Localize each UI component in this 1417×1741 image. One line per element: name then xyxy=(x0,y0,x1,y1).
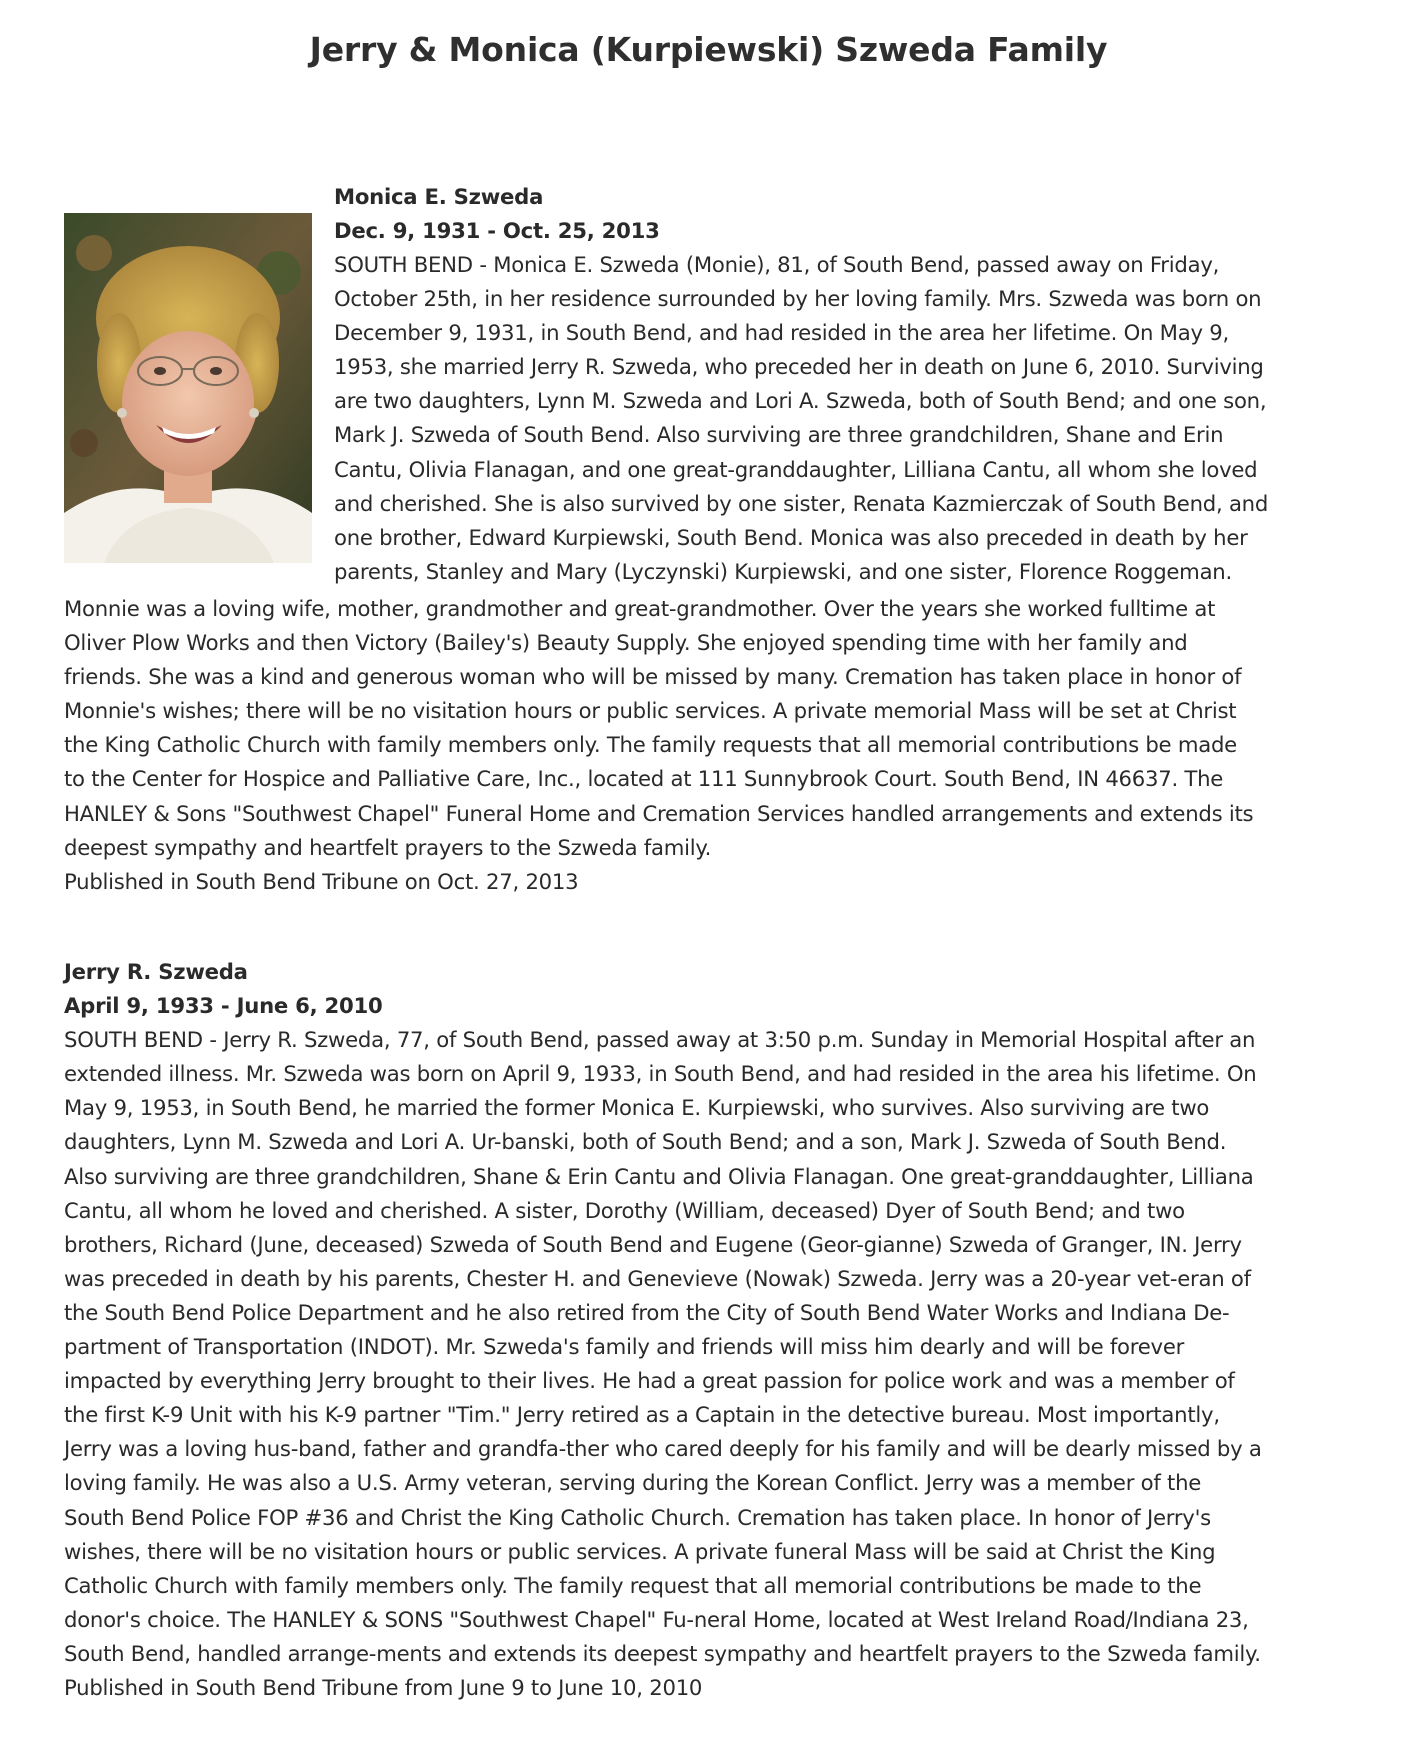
page-title: Jerry & Monica (Kurpiewski) Szweda Family xyxy=(309,30,1108,69)
text-line: partment of Transportation (INDOT). Mr. Szweda's family and friends will miss him dearly and will be forever xyxy=(64,1334,1185,1360)
text-line: Monnie was a loving wife, mother, grandmother and great-grandmother. Over the years she worked fulltime at xyxy=(64,596,1216,621)
text-line: the South Bend Police Department and he also retired from the City of South Bend Water Works and Indiana De- xyxy=(64,1299,1230,1325)
text-line: deepest sympathy and heartfelt prayers to the Szweda family. xyxy=(64,834,712,860)
text-line: HANLEY & Sons "Southwest Chapel" Funeral Home and Cremation Services handled arrangements and extends its xyxy=(64,800,1254,826)
text-line: friends. She was a kind and generous woman who will be missed by many. Cremation has taken place in honor of xyxy=(64,664,1242,690)
text-line: brothers, Richard (June, deceased) Szweda of South Bend and Eugene (Geor-gianne) Szweda of Granger, IN. Jerry xyxy=(64,1231,1242,1257)
text-line: donor's choice. The HANLEY & SONS "Southwest Chapel" Fu-neral Home, located at West Ireland Road/Indiana 23, xyxy=(64,1606,1249,1632)
text-line: and cherished. She is also survived by one sister, Renata Kazmierczak of South Bend, and xyxy=(334,490,1269,516)
text-line: May 9, 1953, in South Bend, he married the former Monica E. Kurpiewski, who survives. Also surviving are two xyxy=(64,1095,1210,1121)
text-line: the first K-9 Unit with his K-9 partner "Tim." Jerry retired as a Captain in the detective bureau. Most importantly, xyxy=(64,1402,1220,1428)
text-line: December 9, 1931, in South Bend, and had resided in the area her lifetime. On May 9, xyxy=(334,320,1229,346)
text-line: Cantu, Olivia Flanagan, and one great-granddaughter, Lilliana Cantu, all whom she loved xyxy=(334,456,1258,482)
text-line: one brother, Edward Kurpiewski, South Bend. Monica was also preceded in death by her xyxy=(334,524,1248,550)
monica-dates: Dec. 9, 1931 - Oct. 25, 2013 xyxy=(334,218,660,244)
text-line: Catholic Church with family members only. The family request that all memorial contributions be made to the xyxy=(64,1572,1202,1598)
jerry-obituary xyxy=(64,955,1262,1705)
jerry-name: Jerry R. Szweda xyxy=(64,959,248,984)
text-line: the King Catholic Church with family members only. The family requests that all memorial contributions be made xyxy=(64,732,1237,758)
monica-portrait-photo xyxy=(64,213,312,563)
text-line: Mark J. Szweda of South Bend. Also surviving are three grandchildren, Shane and Erin xyxy=(334,422,1224,448)
jerry-published-line: Published in South Bend Tribune from June 9 to June 10, 2010 xyxy=(64,1674,703,1700)
text-line: daughters, Lynn M. Szweda and Lori A. Ur-banski, both of South Bend; and a son, Mark J. Szweda of South Bend. xyxy=(64,1129,1227,1155)
text-line: South Bend Police FOP #36 and Christ the King Catholic Church. Cremation has taken place. In honor of Jerry's xyxy=(64,1504,1211,1530)
text-line: was preceded in death by his parents, Chester H. and Genevieve (Nowak) Szweda. Jerry was a 20-year vet-eran of xyxy=(64,1265,1251,1291)
text-line: SOUTH BEND - Monica E. Szweda (Monie), 81, of South Bend, passed away on Friday, xyxy=(334,252,1220,277)
text-line: are two daughters, Lynn M. Szweda and Lori A. Szweda, both of South Bend; and one son, xyxy=(334,388,1267,414)
text-line: Also surviving are three grandchildren, Shane & Erin Cantu and Olivia Flanagan. One great-granddaughter, Lilliana xyxy=(64,1163,1254,1189)
text-line: wishes, there will be no visitation hours or public services. A private funeral Mass will be said at Christ the King xyxy=(64,1538,1216,1564)
monica-obituary-full xyxy=(64,592,1253,899)
text-line: loving family. He was also a U.S. Army veteran, serving during the Korean Conflict. Jerry was a member of the xyxy=(64,1470,1202,1496)
text-line: impacted by everything Jerry brought to their lives. He had a great passion for police work and was a member of xyxy=(64,1368,1235,1394)
text-line: to the Center for Hospice and Palliative Care, Inc., located at 111 Sunnybrook Court. South Bend, IN 46637. The xyxy=(64,766,1224,792)
text-line: Cantu, all whom he loved and cherished. A sister, Dorothy (William, deceased) Dyer of South Bend; and two xyxy=(64,1197,1185,1223)
text-line: SOUTH BEND - Jerry R. Szweda, 77, of South Bend, passed away at 3:50 p.m. Sunday in Memorial Hospital after an xyxy=(64,1027,1256,1053)
text-line: Jerry was a loving hus-band, father and grandfa-ther who cared deeply for his family and will be dearly missed by a xyxy=(64,1436,1262,1462)
text-line: extended illness. Mr. Szweda was born on April 9, 1933, in South Bend, and had resided in the area his lifetime. On xyxy=(64,1061,1257,1087)
text-line: October 25th, in her residence surrounded by her loving family. Mrs. Szweda was born on xyxy=(334,286,1262,312)
portrait-image xyxy=(64,213,312,563)
monica-name: Monica E. Szweda xyxy=(334,184,544,209)
text-line: South Bend, handled arrange-ments and extends its deepest sympathy and heartfelt prayers to the Szweda family. xyxy=(64,1640,1261,1666)
text-line: Monnie's wishes; there will be no visitation hours or public services. A private memorial Mass will be set at Christ xyxy=(64,698,1237,724)
jerry-dates: April 9, 1933 - June 6, 2010 xyxy=(64,993,383,1019)
monica-heading xyxy=(334,180,660,248)
text-line: 1953, she married Jerry R. Szweda, who preceded her in death on June 6, 2010. Surviving xyxy=(334,354,1264,380)
text-line: Oliver Plow Works and then Victory (Bailey's) Beauty Supply. She enjoyed spending time with her family and xyxy=(64,630,1188,656)
monica-published-line: Published in South Bend Tribune on Oct. 27, 2013 xyxy=(64,868,579,894)
monica-obituary-wrapped xyxy=(334,248,1268,589)
text-line: parents, Stanley and Mary (Lyczynski) Kurpiewski, and one sister, Florence Roggeman. xyxy=(334,558,1232,584)
